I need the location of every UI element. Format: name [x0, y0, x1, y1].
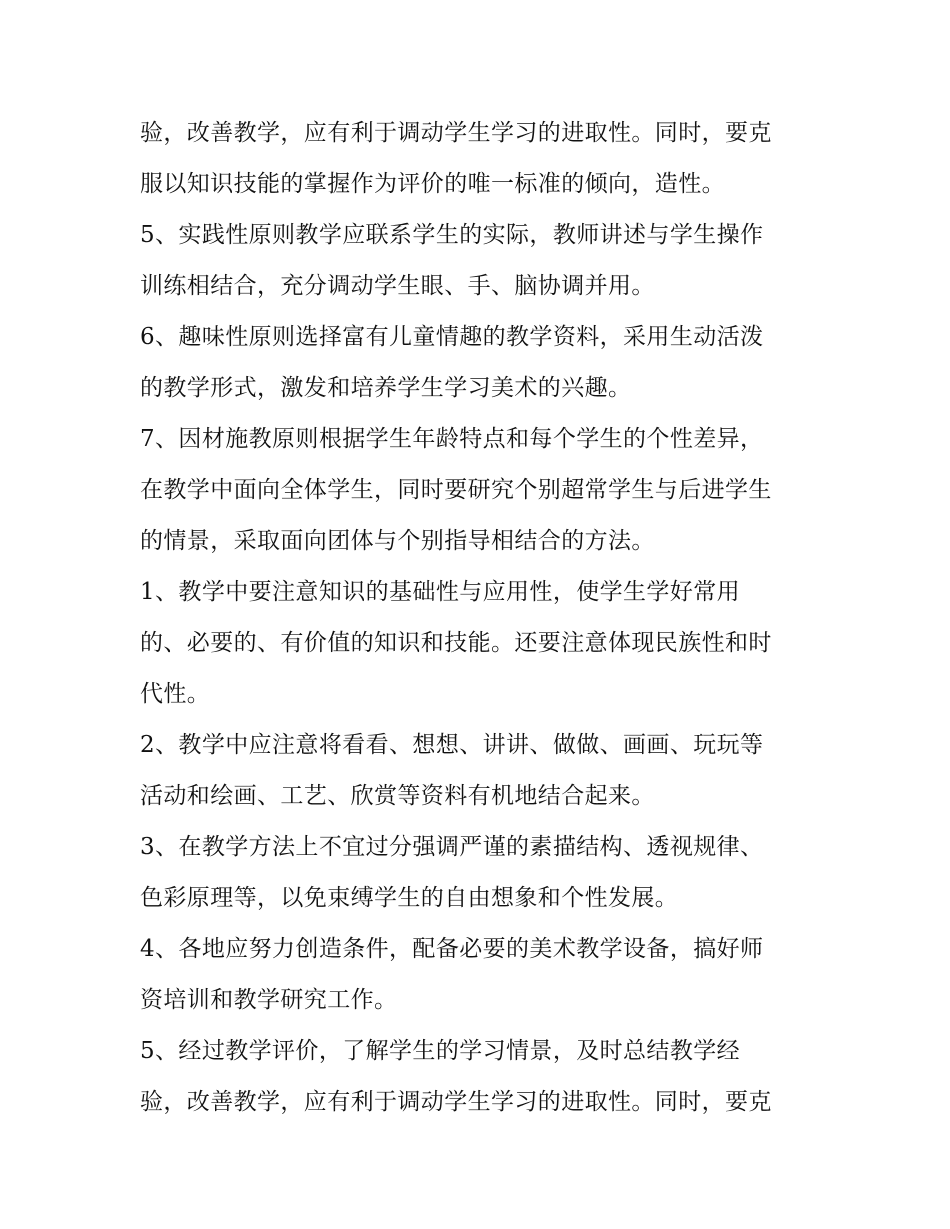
- text-line: 3、在教学方法上不宜过分强调严谨的素描结构、透视规律、: [140, 834, 764, 860]
- text-line: 验，改善教学，应有利于调动学生学习的进取性。同时，要克: [140, 1089, 772, 1115]
- text-line: 色彩原理等，以免束缚学生的自由想象和个性发展。: [140, 885, 679, 911]
- text-line: 训练相结合，充分调动学生眼、手、脑协调并用。: [140, 273, 655, 299]
- text-line: 5、实践性原则教学应联系学生的实际，教师讲述与学生操作: [140, 222, 764, 248]
- document-body: [140, 108, 820, 1128]
- text-line: 的情景，采取面向团体与个别指导相结合的方法。: [140, 528, 655, 554]
- text-line: 6、趣味性原则选择富有儿童情趣的教学资料，采用生动活泼: [140, 324, 764, 350]
- text-line: 代性。: [140, 681, 211, 707]
- text-line: 5、经过教学评价，了解学生的学习情景，及时总结教学经: [140, 1038, 741, 1064]
- text-line: 服以知识技能的掌握作为评价的唯一标准的倾向，造性。: [140, 171, 725, 197]
- text-line: 活动和绘画、工艺、欣赏等资料有机地结合起来。: [140, 783, 655, 809]
- text-line: 验，改善教学，应有利于调动学生学习的进取性。同时，要克: [140, 120, 772, 146]
- text-line: 2、教学中应注意将看看、想想、讲讲、做做、画画、玩玩等: [140, 732, 764, 758]
- text-line: 的、必要的、有价值的知识和技能。还要注意体现民族性和时: [140, 630, 772, 656]
- text-line: 4、各地应努力创造条件，配备必要的美术教学设备，搞好师: [140, 936, 764, 962]
- text-line: 7、因材施教原则根据学生年龄特点和每个学生的个性差异，: [140, 426, 764, 452]
- text-line: 的教学形式，激发和培养学生学习美术的兴趣。: [140, 375, 632, 401]
- text-line: 1、教学中要注意知识的基础性与应用性，使学生学好常用: [140, 579, 741, 605]
- text-line: 在教学中面向全体学生，同时要研究个别超常学生与后进学生: [140, 477, 772, 503]
- text-line: 资培训和教学研究工作。: [140, 987, 398, 1013]
